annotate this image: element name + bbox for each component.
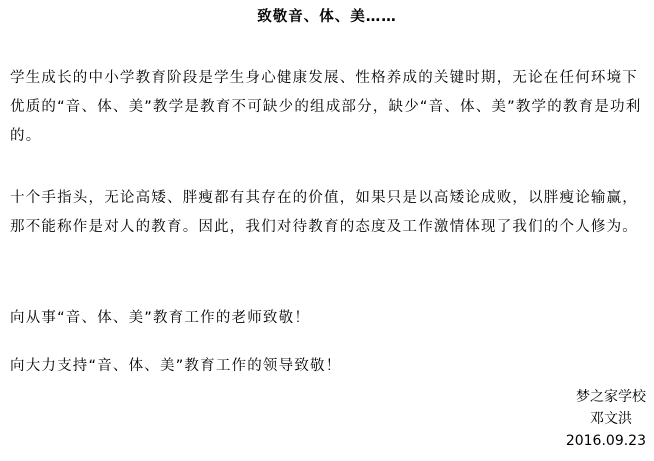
paragraph-fingers-analogy: 十个手指头，无论高矮、胖瘦都有其存在的价值，如果只是以高矮论成败，以胖瘦论输赢，那不能称作是对人的教育。因此，我们对待教育的态度及工作激情体现了我们的个人修为。 bbox=[10, 190, 638, 235]
paragraph-salute-teachers: 向从事“音、体、美”教育工作的老师致敬！ bbox=[10, 310, 311, 326]
signature-author: 邓文洪 bbox=[590, 411, 632, 427]
signature-school: 梦之家学校 bbox=[576, 389, 646, 405]
document-title: 致敬音、体、美…… bbox=[257, 9, 397, 25]
paragraph-education-importance: 学生成长的中小学教育阶段是学生身心健康发展、性格养成的关键时期，无论在任何环境下优质的“音、体、美”教学是教育不可缺少的组成部分，缺少“音、体、美”教学的教育是功利的。 bbox=[10, 70, 642, 144]
paragraph-salute-leaders: 向大力支持“音、体、美”教育工作的领导致敬！ bbox=[10, 358, 342, 374]
signature-date: 2016.09.23 bbox=[565, 433, 646, 449]
signature-block bbox=[566, 386, 646, 452]
